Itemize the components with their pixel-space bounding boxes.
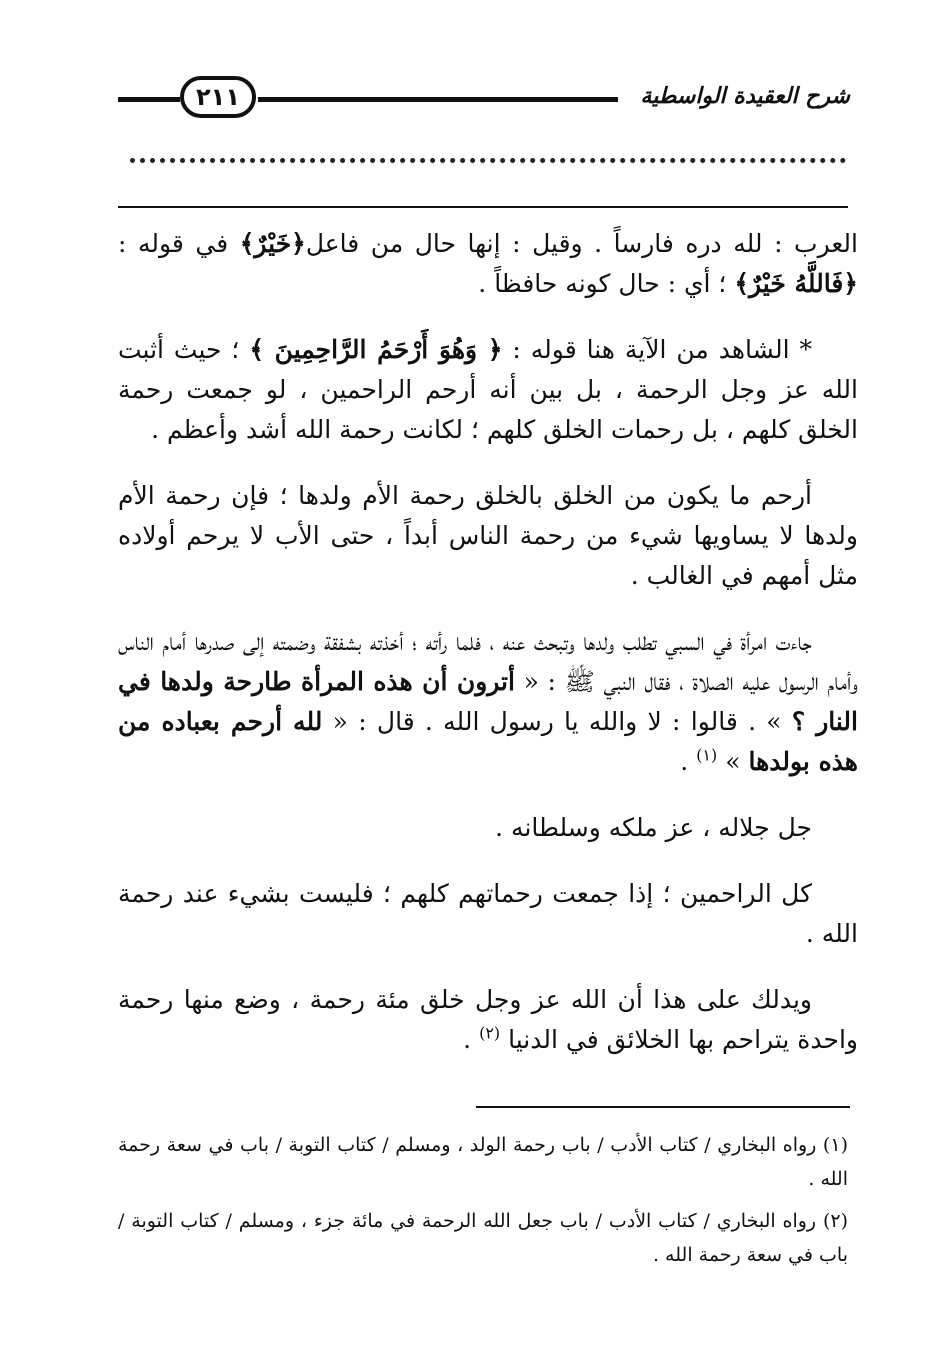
footnote-divider [476, 1106, 850, 1108]
footnotes [118, 1128, 848, 1280]
text: جاءت امرأة في السبي تطلب ولدها وتبحث عنه ، فلما رأته ؛ أخذته بشفقة وضمته إلى صدرها أمام الناس وأمام الرسول عليه الصلاة ، فقال النبي ﷺ : « [118, 627, 858, 696]
text: جل جلاله ، عز ملكه وسلطانه . [495, 813, 812, 842]
footnote-2: (٢) رواه البخاري / كتاب الأدب / باب جعل الله الرحمة في مائة جزء ، ومسلم / كتاب التوبة / باب في سعة رحمة الله . [118, 1210, 848, 1266]
hadith-quote: أترون أن هذه المرأة طارحة ولدها في النار ؟ [118, 667, 858, 736]
book-title: شرح العقيدة الواسطية [640, 84, 850, 109]
paragraph-3 [118, 476, 858, 596]
main-text [118, 224, 858, 1086]
running-header [118, 76, 850, 126]
top-divider [118, 206, 848, 208]
text: . [463, 1025, 480, 1054]
quran-quote: ﴿ وَهُوَ أَرْحَمُ الرَّاحِمِينَ ﴾ [249, 335, 503, 364]
text: ؛ حيث أثبت الله عز وجل الرحمة ، بل بين أنه أرحم الراحمين ، لو جمعت رحمة الخلق كلهم ، بل رحمات الخلق كلهم ؛ لكانت رحمة الله أشد وأعظم . [118, 335, 858, 444]
paragraph-1 [118, 224, 858, 304]
footnote-ref-2: (٢) [479, 1023, 501, 1043]
text: » . قالوا : لا والله يا رسول الله . قال : « [322, 707, 792, 736]
footnote-ref-1: (١) [696, 745, 718, 765]
text: ويدلك على هذا أن الله عز وجل خلق مئة رحمة ، وضع منها رحمة واحدة يتراحم بها الخلائق في الدنيا [118, 985, 858, 1054]
text: العرب : لله دره فارساً . وقيل : إنها حال من فاعل [305, 229, 858, 258]
text: . [680, 747, 697, 776]
text: في قوله : [118, 229, 240, 258]
footnote-1: (١) رواه البخاري / كتاب الأدب / باب رحمة الولد ، ومسلم / كتاب التوبة / باب في سعة رحمة الله . [118, 1134, 848, 1190]
paragraph-6 [118, 874, 858, 954]
text: ؛ أي : حال كونه حافظاً . [478, 269, 735, 298]
page-number: ٢١١ [180, 76, 256, 118]
text: أرحم ما يكون من الخلق بالخلق رحمة الأم ولدها ؛ فإن رحمة الأم ولدها لا يساويها شيء من رحمة الناس أبداً ، حتى الأب لا يرحم أولاده مثل أمهم في الغالب . [118, 481, 858, 590]
paragraph-7 [118, 980, 858, 1060]
header-rule-right [258, 97, 618, 102]
text: * الشاهد من الآية هنا قوله : [502, 335, 812, 364]
paragraph-4 [118, 622, 858, 782]
hadith-quote: لله أرحم بعباده من هذه بولدها [118, 707, 858, 776]
header-rule-left [118, 97, 180, 102]
quran-quote: ﴿خَيْرٌ﴾ [239, 229, 306, 258]
quran-quote: ﴿فَاللَّهُ خَيْرٌ﴾ [734, 269, 858, 298]
dotted-divider [130, 158, 846, 163]
text: » [717, 747, 749, 776]
text: كل الراحمين ؛ إذا جمعت رحماتهم كلهم ؛ فليست بشيء عند رحمة الله . [118, 879, 858, 948]
paragraph-2 [118, 330, 858, 450]
paragraph-5 [118, 808, 858, 848]
